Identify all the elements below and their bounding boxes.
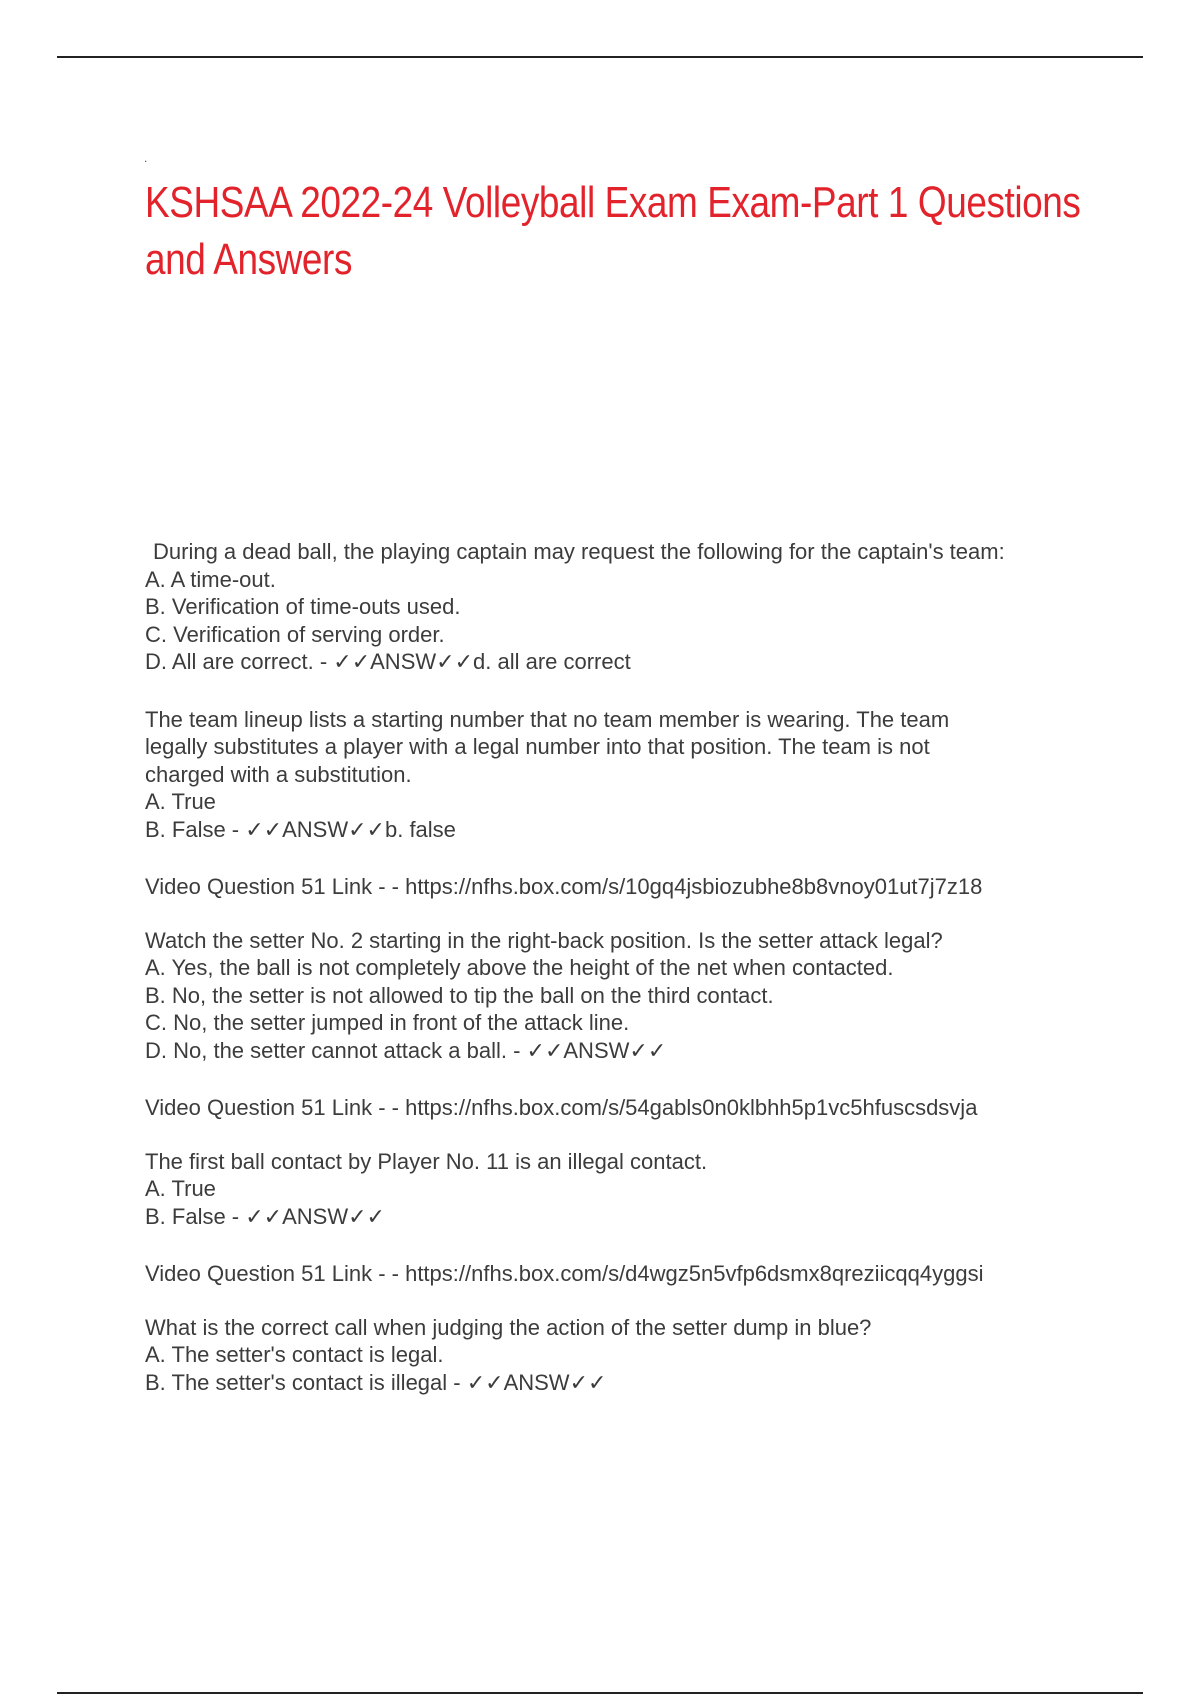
answer-option: B. Verification of time-outs used. — [145, 594, 461, 619]
leading-mark: . — [144, 151, 148, 165]
question-text: legally substitutes a player with a legal number into that position. The team is not — [145, 734, 930, 759]
video-link-block — [145, 1094, 1105, 1122]
answer-option: D. No, the setter cannot attack a ball. - ✓✓ANSW✓✓ — [145, 1037, 667, 1063]
answer-option: C. No, the setter jumped in front of the attack line. — [145, 1010, 630, 1035]
question-text: charged with a substitution. — [145, 761, 412, 787]
answer-option: A. A time-out. — [145, 566, 276, 592]
question-block — [145, 927, 1105, 1065]
answer-option: C. Verification of serving order. — [145, 621, 445, 647]
spacer — [145, 901, 1105, 927]
video-question-link[interactable]: Video Question 51 Link - - https://nfhs.box.com/s/54gabls0n0klbhh5p1vc5hfuscsdsvja — [145, 1095, 978, 1120]
video-question-link[interactable]: Video Question 51 Link - - https://nfhs.box.com/s/10gq4jsbiozubhe8b8vnoy01ut7j7z18 — [145, 874, 983, 899]
question-block — [145, 1148, 1105, 1231]
question-block — [145, 706, 1105, 844]
answer-option: B. False - ✓✓ANSW✓✓b. false — [145, 816, 456, 842]
question-block — [145, 538, 1105, 676]
spacer — [145, 843, 1105, 873]
answer-option: B. False - ✓✓ANSW✓✓ — [145, 1203, 385, 1229]
spacer — [145, 1230, 1105, 1260]
spacer — [145, 1064, 1105, 1094]
answer-option: B. The setter's contact is illegal - ✓✓ANSW✓✓ — [145, 1369, 607, 1395]
video-link-block — [145, 1260, 1105, 1288]
video-question-link[interactable]: Video Question 51 Link - - https://nfhs.box.com/s/d4wgz5n5vfp6dsmx8qreziicqq4yggsi — [145, 1261, 984, 1286]
question-text: The first ball contact by Player No. 11 is an illegal contact. — [145, 1148, 708, 1174]
spacer — [145, 1288, 1105, 1314]
spacer — [145, 1122, 1105, 1148]
question-text: The team lineup lists a starting number that no team member is wearing. The team — [145, 706, 950, 732]
answer-option: D. All are correct. - ✓✓ANSW✓✓d. all are correct — [145, 649, 631, 674]
answer-option: A. The setter's contact is legal. — [145, 1342, 444, 1367]
qa-content — [145, 538, 1105, 1396]
spacer — [145, 676, 1105, 706]
question-block — [145, 1314, 1105, 1397]
answer-option: B. No, the setter is not allowed to tip the ball on the third contact. — [145, 982, 774, 1008]
document-title: KSHSAA 2022-24 Volleyball Exam Exam-Part 1 Questions and Answers — [145, 178, 1081, 284]
answer-option: A. Yes, the ball is not completely above the height of the net when contacted. — [145, 955, 894, 980]
answer-option: A. True — [145, 1176, 216, 1201]
top-rule — [57, 56, 1143, 58]
question-text: During a dead ball, the playing captain may request the following for the captain's team: — [153, 539, 1005, 564]
video-link-block — [145, 873, 1105, 901]
bottom-rule — [57, 1692, 1143, 1694]
question-text: What is the correct call when judging the action of the setter dump in blue? — [145, 1314, 872, 1340]
question-text: Watch the setter No. 2 starting in the right-back position. Is the setter attack legal? — [145, 927, 943, 953]
answer-option: A. True — [145, 789, 216, 814]
